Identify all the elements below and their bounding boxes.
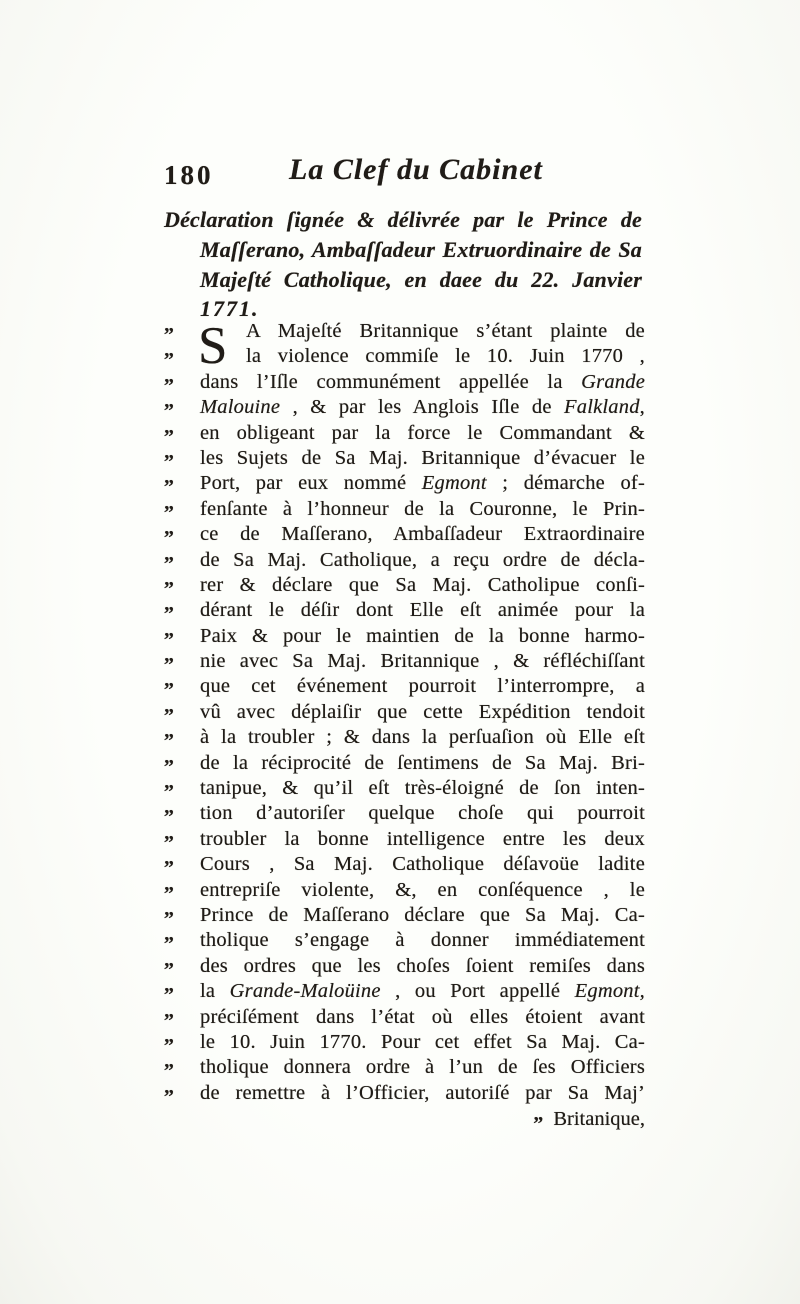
line-quote-mark: „ [164,974,175,997]
catchword: Britanique, [553,1108,645,1130]
line-quote-mark: „ [164,948,175,971]
line-quote-mark: „ [164,567,175,590]
line-text: les Sujets de Sa Maj. Britannique d’évacuer le [200,446,645,469]
text-line [164,364,645,395]
heading-line: Déclaration ſignée & délivrée par le Prince de [164,207,642,232]
line-quote-mark: „ [164,1024,175,1047]
text-line [164,440,645,471]
text-line [164,771,645,801]
line-quote-mark: „ [164,999,175,1022]
line-quote-mark: „ [164,339,175,362]
declaration-body [164,314,645,1106]
running-title: La Clef du Cabinet [289,153,543,186]
line-quote-mark: „ [164,593,175,616]
line-quote-mark: „ [164,415,175,438]
line-text: tholique donnera ordre à l’un de ſes Officiers [200,1056,645,1079]
heading-line: 1771. [200,296,260,322]
line-quote-mark: „ [164,745,175,768]
text-line [164,974,645,1004]
text-line [164,796,645,826]
drop-cap-letter: S [198,317,228,375]
line-quote-mark: „ [164,847,175,870]
line-text: Malouine , & par les Anglois Iſle de Falkland, [200,396,645,419]
line-quote-mark: „ [164,669,175,692]
line-text: A Majeſté Britannique s’étant plainte de [246,320,645,342]
line-quote-mark: „ [164,720,175,743]
line-quote-mark: „ [164,1075,175,1098]
line-text: vû avec déplaiſir que cette Expédition tendoit [200,700,645,723]
line-quote-mark: „ [164,897,175,920]
line-text: la Grande-Maloüine , ou Port appellé Egmont, [200,980,645,1003]
text-line [164,314,645,344]
heading-line: Maſſerano, Ambaſſadeur Extruordinaire de Sa [200,236,642,262]
line-text: tion d’autoriſer quelque choſe qui pourroit [200,802,645,825]
heading-line: Majeſté Catholique, en daee du 22. Janvier [200,266,642,292]
line-text: à la troubler ; & dans la perſuaſion où Elle eſt [200,726,645,749]
line-quote-mark: „ [164,542,175,565]
text-line [164,339,645,369]
line-text: en obligeant par la force le Commandant & [200,421,645,444]
text-line [164,542,645,573]
line-text: dérant le déſir dont Elle eſt animée pour la [200,599,645,622]
line-text: que cet événement pourroit l’interrompre, a [200,675,645,698]
line-quote-mark: „ [164,821,175,844]
text-line [164,567,645,598]
line-quote-mark: „ [164,440,175,463]
line-quote-mark: „ [164,694,175,717]
line-quote-mark: „ [164,923,175,946]
line-text: le 10. Juin 1770. Pour cet effet Sa Maj. Ca- [200,1030,645,1053]
line-quote-mark: „ [164,644,175,667]
line-quote-mark: „ [164,796,175,819]
text-line [164,948,645,979]
text-line [164,1075,645,1106]
text-line [164,1024,645,1055]
text-line [164,847,645,877]
line-quote-mark: „ [164,771,175,794]
line-text: préciſément dans l’état où elles étoient avant [200,1005,645,1028]
line-quote-mark: „ [164,872,175,895]
line-text: tholique s’engage à donner immédiatement [200,929,645,952]
text-line [164,390,645,420]
catchword-row [164,1103,645,1131]
line-text: ce de Maſſerano, Ambaſſadeur Extraordinaire [200,523,645,546]
line-text: troubler la bonne intelligence entre les deux [200,827,645,850]
line-text: de Sa Maj. Catholique, a reçu ordre de décla- [200,548,645,571]
declaration-heading [164,205,642,324]
line-text: rer & déclare que Sa Maj. Catholipue conſi- [200,573,645,596]
line-text: fenſante à l’honneur de la Couronne, le Prin- [200,497,645,520]
line-quote-mark: „ [164,364,175,387]
line-text: des ordres que les choſes ſoient remiſes dans [200,954,645,977]
text-line [164,872,645,903]
text-line [164,466,645,496]
line-quote-mark: „ [164,314,175,336]
text-line [164,415,645,446]
line-text: dans l’Iſle communément appellée la Grande [200,370,645,393]
line-text: Paix & pour le maintien de la bonne harmo- [200,624,645,647]
line-quote-mark: „ [164,1050,175,1073]
text-line [164,745,645,776]
line-text: de remettre à l’Officier, autoriſé par Sa Maj’ [200,1081,645,1104]
line-quote-mark: „ [164,491,175,514]
text-line [164,923,645,953]
text-line [164,720,645,750]
text-line [164,491,645,522]
catchword-quote-mark: „ [533,1103,544,1125]
line-text: tanipue, & qu’il eſt très-éloigné de ſon inten- [200,777,645,800]
text-line [164,669,645,699]
line-text: la violence commiſe le 10. Juin 1770 , [246,345,645,368]
text-line [164,1050,645,1080]
line-text: de la réciprocité de ſentimens de Sa Maj. Bri- [200,751,645,774]
line-quote-mark: „ [164,390,175,413]
page-number: 180 [164,160,214,190]
line-text: Prince de Maſſerano déclare que Sa Maj. Ca- [200,903,645,926]
line-text: Cours , Sa Maj. Catholique déſavoüe ladite [200,853,645,876]
line-text: nie avec Sa Maj. Britannique , & réfléchiſſant [200,650,645,673]
text-line [164,999,645,1030]
line-text: entrepriſe violente, &, en conſéquence , le [200,878,645,901]
text-line [164,694,645,725]
text-line [164,897,645,928]
text-line [164,593,645,623]
line-quote-mark: „ [164,466,175,489]
line-text: Port, par eux nommé Egmont ; démarche of- [200,472,645,495]
body-lines [164,314,645,1106]
text-line [164,821,645,852]
line-quote-mark: „ [164,618,175,641]
line-quote-mark: „ [164,517,175,540]
text-line [164,618,645,649]
text-line [164,644,645,674]
text-line [164,517,645,547]
